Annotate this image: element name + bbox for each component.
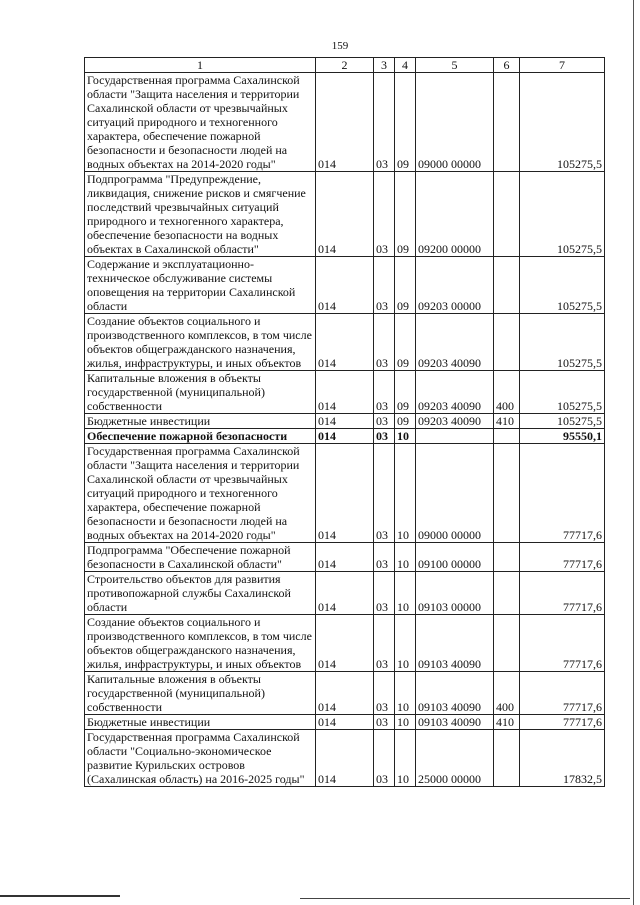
table-row [85, 444, 605, 543]
header-cell: 2 [316, 58, 374, 73]
code-cell: 10 [395, 444, 416, 543]
code-cell: 03 [374, 371, 395, 414]
table-row [85, 314, 605, 371]
code-cell: 014 [316, 543, 374, 572]
code-cell: 09203 40090 [416, 371, 494, 414]
row-name-cell: Обеспечение пожарной безопасности [85, 429, 316, 444]
code-cell: 014 [316, 730, 374, 787]
code-cell [416, 429, 494, 444]
code-cell: 014 [316, 572, 374, 615]
code-cell: 014 [316, 314, 374, 371]
code-cell: 014 [316, 73, 374, 172]
code-cell: 09203 00000 [416, 257, 494, 314]
table-row [85, 543, 605, 572]
code-cell: 09103 40090 [416, 672, 494, 715]
table-row [85, 371, 605, 414]
code-cell: 03 [374, 314, 395, 371]
code-cell [494, 172, 520, 257]
row-name-cell: Государственная программа Сахалинской области "Социально-экономическое развитие Курильских островов (Сахалинская область) на 2016-2025 годы" [85, 730, 316, 787]
code-cell: 09000 00000 [416, 444, 494, 543]
code-cell: 09103 00000 [416, 572, 494, 615]
row-name-cell: Государственная программа Сахалинской области "Защита населения и территории Сахалинской области от чрезвычайных ситуаций природного и техногенного характера, обеспечение пожарной безопасности и безопасности людей на водных объектах на 2014-2020 годы" [85, 444, 316, 543]
code-cell: 03 [374, 414, 395, 429]
code-cell: 400 [494, 371, 520, 414]
code-cell: 09000 00000 [416, 73, 494, 172]
code-cell: 25000 00000 [416, 730, 494, 787]
amount-cell: 77717,6 [520, 572, 605, 615]
code-cell: 03 [374, 73, 395, 172]
header-cell: 4 [395, 58, 416, 73]
row-name-cell: Капитальные вложения в объекты государственной (муниципальной) собственности [85, 371, 316, 414]
code-cell: 014 [316, 172, 374, 257]
amount-cell: 105275,5 [520, 414, 605, 429]
code-cell: 03 [374, 715, 395, 730]
row-name-cell: Содержание и эксплуатационно-техническое обслуживание системы оповещения на территории Сахалинской области [85, 257, 316, 314]
code-cell: 03 [374, 172, 395, 257]
header-cell: 6 [494, 58, 520, 73]
code-cell: 09100 00000 [416, 543, 494, 572]
code-cell: 014 [316, 429, 374, 444]
code-cell [494, 257, 520, 314]
amount-cell: 77717,6 [520, 715, 605, 730]
amount-cell: 105275,5 [520, 257, 605, 314]
table-row [85, 429, 605, 444]
amount-cell: 105275,5 [520, 371, 605, 414]
code-cell: 09 [395, 172, 416, 257]
scan-edge-line [0, 895, 120, 897]
code-cell: 10 [395, 615, 416, 672]
amount-cell: 77717,6 [520, 543, 605, 572]
code-cell [494, 429, 520, 444]
table-row [85, 730, 605, 787]
code-cell: 09203 40090 [416, 314, 494, 371]
code-cell: 014 [316, 371, 374, 414]
code-cell [494, 73, 520, 172]
table-row [85, 414, 605, 429]
row-name-cell: Подпрограмма "Обеспечение пожарной безопасности в Сахалинской области" [85, 543, 316, 572]
code-cell: 09 [395, 257, 416, 314]
code-cell: 014 [316, 615, 374, 672]
code-cell: 03 [374, 672, 395, 715]
code-cell: 03 [374, 257, 395, 314]
code-cell: 03 [374, 444, 395, 543]
code-cell: 03 [374, 730, 395, 787]
code-cell: 10 [395, 429, 416, 444]
table-row [85, 672, 605, 715]
code-cell: 03 [374, 543, 395, 572]
code-cell: 014 [316, 672, 374, 715]
code-cell: 410 [494, 715, 520, 730]
code-cell: 410 [494, 414, 520, 429]
row-name-cell: Бюджетные инвестиции [85, 414, 316, 429]
row-name-cell: Капитальные вложения в объекты государственной (муниципальной) собственности [85, 672, 316, 715]
code-cell: 014 [316, 414, 374, 429]
code-cell [494, 730, 520, 787]
code-cell: 014 [316, 715, 374, 730]
header-cell: 1 [85, 58, 316, 73]
table-row [85, 172, 605, 257]
table-row [85, 615, 605, 672]
amount-cell: 77717,6 [520, 672, 605, 715]
code-cell: 10 [395, 730, 416, 787]
code-cell: 014 [316, 444, 374, 543]
row-name-cell: Создание объектов социального и производственного комплексов, в том числе объектов общегражданского назначения, жилья, инфраструктуры, и иных объектов [85, 615, 316, 672]
header-cell: 5 [416, 58, 494, 73]
amount-cell: 17832,5 [520, 730, 605, 787]
row-name-cell: Строительство объектов для развития противопожарной службы Сахалинской области [85, 572, 316, 615]
code-cell: 09103 40090 [416, 715, 494, 730]
budget-table [84, 57, 605, 787]
code-cell [494, 615, 520, 672]
page-number: 159 [331, 40, 349, 52]
code-cell: 09103 40090 [416, 615, 494, 672]
amount-cell: 105275,5 [520, 73, 605, 172]
code-cell [494, 572, 520, 615]
amount-cell: 95550,1 [520, 429, 605, 444]
code-cell: 03 [374, 429, 395, 444]
code-cell: 09203 40090 [416, 414, 494, 429]
code-cell: 400 [494, 672, 520, 715]
table-row [85, 715, 605, 730]
code-cell: 03 [374, 572, 395, 615]
row-name-cell: Бюджетные инвестиции [85, 715, 316, 730]
amount-cell: 77717,6 [520, 615, 605, 672]
scan-edge-line [633, 0, 634, 905]
amount-cell: 105275,5 [520, 172, 605, 257]
code-cell: 09 [395, 414, 416, 429]
code-cell [494, 543, 520, 572]
row-name-cell: Государственная программа Сахалинской области "Защита населения и территории Сахалинской области от чрезвычайных ситуаций природного и техногенного характера, обеспечение пожарной безопасности и безопасности людей на водных объектах на 2014-2020 годы" [85, 73, 316, 172]
code-cell: 014 [316, 257, 374, 314]
code-cell: 10 [395, 672, 416, 715]
header-cell: 3 [374, 58, 395, 73]
code-cell: 09200 00000 [416, 172, 494, 257]
row-name-cell: Создание объектов социального и производственного комплексов, в том числе объектов общегражданского назначения, жилья, инфраструктуры, и иных объектов [85, 314, 316, 371]
code-cell: 09 [395, 73, 416, 172]
table-row [85, 257, 605, 314]
code-cell: 10 [395, 715, 416, 730]
amount-cell: 77717,6 [520, 444, 605, 543]
table-row [85, 572, 605, 615]
scan-edge-line [300, 898, 630, 899]
row-name-cell: Подпрограмма "Предупреждение, ликвидация, снижение рисков и смягчение последствий чрезвычайных ситуаций природного и техногенного характера, обеспечение безопасности на водных объектах в Сахалинской области" [85, 172, 316, 257]
code-cell: 10 [395, 572, 416, 615]
amount-cell: 105275,5 [520, 314, 605, 371]
table-row [85, 73, 605, 172]
header-cell: 7 [520, 58, 605, 73]
code-cell [494, 444, 520, 543]
code-cell: 03 [374, 615, 395, 672]
code-cell: 09 [395, 314, 416, 371]
code-cell [494, 314, 520, 371]
header-row [85, 58, 605, 73]
code-cell: 09 [395, 371, 416, 414]
code-cell: 10 [395, 543, 416, 572]
